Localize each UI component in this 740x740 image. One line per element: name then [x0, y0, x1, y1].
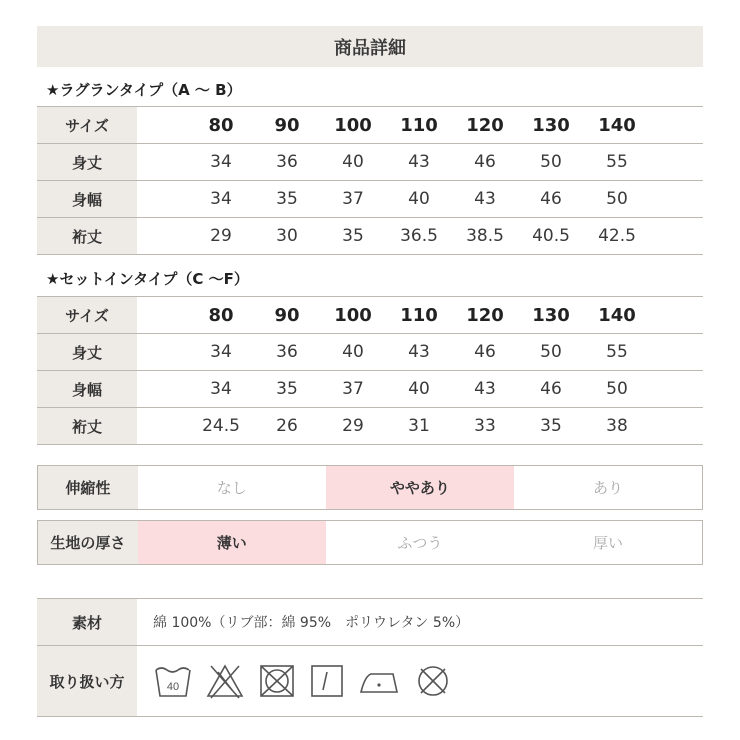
value-cell: 34 — [188, 371, 254, 408]
no-dry-clean-icon — [413, 662, 453, 700]
value-cell: 43 — [452, 371, 518, 408]
value-cell: 43 — [452, 181, 518, 218]
line-dry-icon — [309, 662, 345, 700]
size-cell: 130 — [518, 107, 584, 144]
care-icons — [153, 662, 703, 700]
value-cell: 37 — [320, 181, 386, 218]
value-cell: 46 — [452, 334, 518, 371]
size-cell: 90 — [254, 297, 320, 334]
size-cell: 90 — [254, 107, 320, 144]
stretch-option-none: なし — [216, 479, 247, 497]
raglan-section-title: ★ラグランタイプ（A ～ B） — [46, 81, 242, 99]
wash-temp-label: 40 — [166, 681, 180, 693]
value-cell: 36 — [254, 334, 320, 371]
table-row — [37, 334, 703, 371]
table-row — [37, 371, 703, 408]
value-cell: 29 — [320, 408, 386, 445]
wash-40-icon — [153, 662, 193, 700]
row-label: 身幅 — [37, 371, 137, 408]
size-cell: 140 — [584, 297, 650, 334]
value-cell: 35 — [254, 371, 320, 408]
thickness-option-normal: ふつう — [397, 534, 443, 552]
iron-low-icon — [357, 662, 401, 700]
value-cell: 24.5 — [188, 408, 254, 445]
size-cell: 80 — [188, 297, 254, 334]
setin-size-table — [37, 296, 703, 445]
material-label: 素材 — [37, 599, 137, 646]
value-cell: 34 — [188, 144, 254, 181]
value-cell: 55 — [584, 334, 650, 371]
table-row — [37, 107, 703, 144]
no-bleach-icon — [205, 662, 245, 700]
value-cell: 29 — [188, 218, 254, 255]
row-label: 裄丈 — [37, 408, 137, 445]
stretch-scale — [37, 465, 703, 510]
size-cell: 80 — [188, 107, 254, 144]
value-cell: 38.5 — [452, 218, 518, 255]
value-cell: 43 — [386, 334, 452, 371]
row-label: 身丈 — [37, 334, 137, 371]
value-cell: 46 — [452, 144, 518, 181]
size-cell: 100 — [320, 107, 386, 144]
value-cell: 40.5 — [518, 218, 584, 255]
size-cell: 120 — [452, 297, 518, 334]
value-cell: 36.5 — [386, 218, 452, 255]
row-label: 裄丈 — [37, 218, 137, 255]
care-label: 取り扱い方 — [37, 646, 137, 717]
value-cell: 38 — [584, 408, 650, 445]
thickness-option-thin: 薄い — [138, 521, 326, 564]
value-cell: 26 — [254, 408, 320, 445]
size-header-label: サイズ — [37, 107, 137, 144]
row-label: 身丈 — [37, 144, 137, 181]
value-cell: 43 — [386, 144, 452, 181]
stretch-option-slight: ややあり — [326, 466, 514, 509]
value-cell: 35 — [254, 181, 320, 218]
row-label: 身幅 — [37, 181, 137, 218]
stretch-option-yes: あり — [592, 479, 623, 497]
table-row — [37, 218, 703, 255]
size-cell: 100 — [320, 297, 386, 334]
value-cell: 35 — [320, 218, 386, 255]
thickness-label: 生地の厚さ — [38, 521, 138, 564]
size-header-label: サイズ — [37, 297, 137, 334]
raglan-size-table — [37, 106, 703, 255]
value-cell: 34 — [188, 181, 254, 218]
value-cell: 35 — [518, 408, 584, 445]
value-cell: 42.5 — [584, 218, 650, 255]
value-cell: 50 — [584, 371, 650, 408]
thickness-scale — [37, 520, 703, 565]
info-table — [37, 598, 703, 717]
value-cell: 40 — [320, 334, 386, 371]
value-cell: 36 — [254, 144, 320, 181]
value-cell: 31 — [386, 408, 452, 445]
size-cell: 110 — [386, 297, 452, 334]
value-cell: 55 — [584, 144, 650, 181]
setin-section-title: ★セットインタイプ（C ～F） — [46, 270, 249, 288]
value-cell: 46 — [518, 181, 584, 218]
material-value: 綿 100%（リブ部：綿 95% ポリウレタン 5%） — [137, 599, 703, 646]
table-row — [37, 408, 703, 445]
value-cell: 46 — [518, 371, 584, 408]
size-cell: 140 — [584, 107, 650, 144]
care-row — [37, 646, 703, 717]
value-cell: 40 — [386, 181, 452, 218]
no-tumble-dry-icon — [257, 662, 297, 700]
size-cell: 130 — [518, 297, 584, 334]
value-cell: 33 — [452, 408, 518, 445]
size-cell: 120 — [452, 107, 518, 144]
table-row — [37, 144, 703, 181]
value-cell: 40 — [320, 144, 386, 181]
value-cell: 40 — [386, 371, 452, 408]
table-row — [37, 297, 703, 334]
value-cell: 50 — [518, 334, 584, 371]
value-cell: 37 — [320, 371, 386, 408]
value-cell: 50 — [518, 144, 584, 181]
page-title: 商品詳細 — [37, 26, 703, 67]
stretch-label: 伸縮性 — [38, 466, 138, 509]
value-cell: 50 — [584, 181, 650, 218]
material-row — [37, 599, 703, 646]
value-cell: 30 — [254, 218, 320, 255]
thickness-option-thick: 厚い — [592, 534, 623, 552]
value-cell: 34 — [188, 334, 254, 371]
table-row — [37, 181, 703, 218]
size-cell: 110 — [386, 107, 452, 144]
